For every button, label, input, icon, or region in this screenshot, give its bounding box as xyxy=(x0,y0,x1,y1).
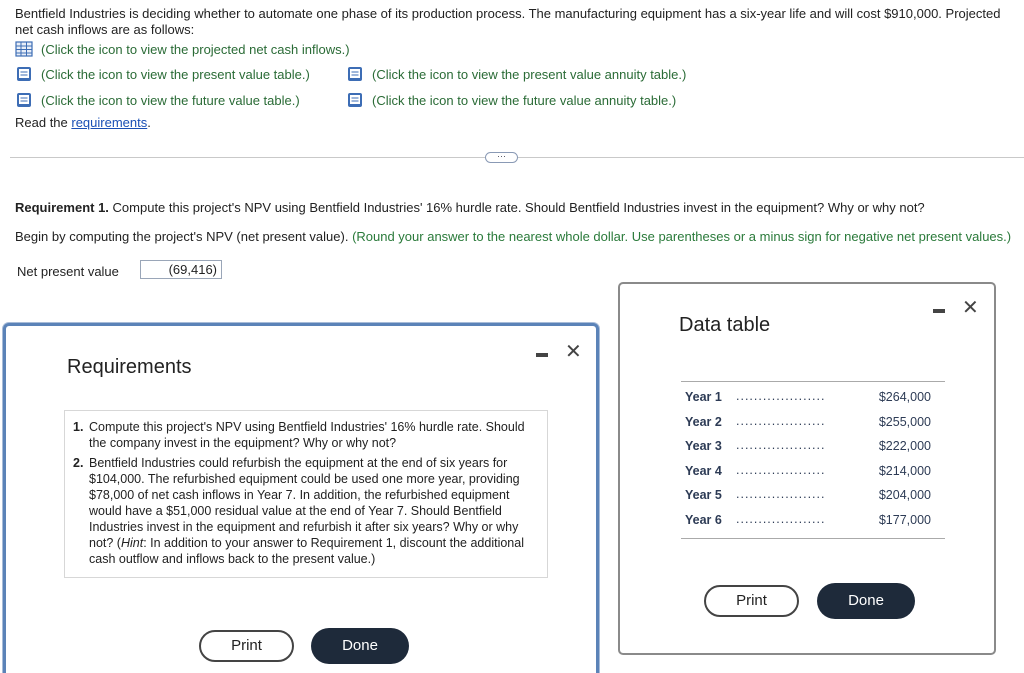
leader-dots: .................... xyxy=(736,438,826,453)
leader-dots: .................... xyxy=(736,487,826,502)
cash-inflows-table xyxy=(681,381,945,539)
requirement-1-label: Requirement 1. xyxy=(15,200,109,215)
read-requirements-prefix: Read the xyxy=(15,115,72,130)
list-item-text: Compute this project's NPV using Bentfield Industries' 16% hurdle rate. Should the company invest in the equipment? Why or why not? xyxy=(89,420,525,450)
requirements-dialog xyxy=(3,323,599,673)
npv-instruction-text: Begin by computing the project's NPV (net present value). xyxy=(15,229,353,244)
year-label: Year 2 xyxy=(685,414,722,429)
requirements-list xyxy=(64,410,548,578)
year-label: Year 4 xyxy=(685,463,722,478)
table-row xyxy=(681,386,945,411)
requirements-link[interactable]: requirements xyxy=(71,115,148,130)
book-icon[interactable] xyxy=(346,66,364,82)
requirements-dialog-title: Requirements xyxy=(67,356,192,378)
cash-inflows-link-text[interactable]: (Click the icon to view the projected net cash inflows.) xyxy=(41,41,350,57)
list-item-number: 1. xyxy=(73,420,84,434)
list-item-text xyxy=(89,455,535,567)
fv-annuity-link[interactable] xyxy=(346,92,676,108)
npv-instruction-hint: (Round your answer to the nearest whole dollar. Use parentheses or a minus sign for negative net present values.) xyxy=(352,229,1012,244)
requirement-1-text: Compute this project's NPV using Bentfield Industries' 16% hurdle rate. Should Bentfield Industries invest in the equipment? Why or why not? xyxy=(108,200,925,215)
minimize-icon[interactable] xyxy=(536,353,548,357)
leader-dots: .................... xyxy=(736,511,826,526)
year-label: Year 1 xyxy=(685,390,722,404)
list-item-number: 2. xyxy=(73,456,84,470)
table-row xyxy=(681,411,945,436)
leader-dots: .................... xyxy=(736,462,826,477)
book-icon[interactable] xyxy=(15,66,33,82)
cash-inflow-value: $222,000 xyxy=(878,439,931,454)
print-button[interactable]: Print xyxy=(199,630,294,662)
fv-table-link-text[interactable]: (Click the icon to view the future value table.) xyxy=(41,92,300,108)
book-icon[interactable] xyxy=(15,92,33,108)
pv-table-link[interactable] xyxy=(15,66,310,82)
cash-inflow-value: $255,000 xyxy=(878,414,931,429)
problem-intro: Bentfield Industries is deciding whether to automate one phase of its production process. The manufacturing equipment has a six-year life and will cost $910,000. Projected net cash inflows are as follows: xyxy=(15,6,1001,37)
data-table-dialog-title: Data table xyxy=(679,314,771,336)
npv-label: Net present value xyxy=(17,264,119,279)
close-icon[interactable]: ✕ xyxy=(565,341,582,363)
year-label: Year 5 xyxy=(685,488,722,503)
done-button[interactable]: Done xyxy=(311,628,409,664)
npv-instruction xyxy=(15,229,1011,244)
done-button[interactable]: Done xyxy=(817,583,915,619)
list-item xyxy=(73,455,535,567)
cash-inflows-link[interactable] xyxy=(15,41,350,57)
leader-dots: .................... xyxy=(736,413,826,428)
hint-label: Hint xyxy=(120,536,144,550)
list-item xyxy=(73,419,535,451)
npv-input[interactable]: (69,416) xyxy=(140,260,222,279)
table-row xyxy=(681,435,945,460)
list-item-text-a: Bentfield Industries could refurbish the equipment at the end of six years for $104,000. The refurbished equipment could be used one more year, providing $78,000 of net cash inflows in Year 7. In addition, the refurbished equipment would have a $51,000 residual value at the end of Year 7. Should Bentfield Industries invest in the equipment and refurbish it after six years? Why or why not? ( xyxy=(89,456,520,550)
table-row xyxy=(681,460,945,485)
pv-annuity-link-text[interactable]: (Click the icon to view the present value annuity table.) xyxy=(372,66,687,82)
book-icon[interactable] xyxy=(346,92,364,108)
leader-dots: .................... xyxy=(736,389,826,403)
fv-table-link[interactable] xyxy=(15,92,300,108)
grid-table-icon[interactable] xyxy=(15,41,33,57)
year-label: Year 6 xyxy=(685,512,722,527)
cash-inflow-value: $264,000 xyxy=(878,390,931,404)
read-requirements-suffix: . xyxy=(147,115,151,130)
cash-inflow-value: $204,000 xyxy=(878,488,931,503)
read-requirements xyxy=(15,115,151,130)
print-button[interactable]: Print xyxy=(704,585,799,617)
fv-annuity-link-text[interactable]: (Click the icon to view the future value annuity table.) xyxy=(372,92,677,108)
pv-annuity-link[interactable] xyxy=(346,66,686,82)
minimize-icon[interactable] xyxy=(933,309,945,313)
data-table-dialog xyxy=(618,282,996,655)
expand-more-button[interactable]: ··· xyxy=(485,152,518,163)
list-item-text-b: : In addition to your answer to Requirement 1, discount the additional cash outflow and inflows back to the present value.) xyxy=(89,536,524,566)
cash-inflow-value: $177,000 xyxy=(878,512,931,527)
pv-table-link-text[interactable]: (Click the icon to view the present value table.) xyxy=(41,66,310,82)
year-label: Year 3 xyxy=(685,439,722,454)
table-row xyxy=(681,509,945,534)
table-row xyxy=(681,484,945,509)
cash-inflow-value: $214,000 xyxy=(878,463,931,478)
requirement-1-prompt xyxy=(15,200,925,215)
close-icon[interactable]: ✕ xyxy=(962,297,979,319)
